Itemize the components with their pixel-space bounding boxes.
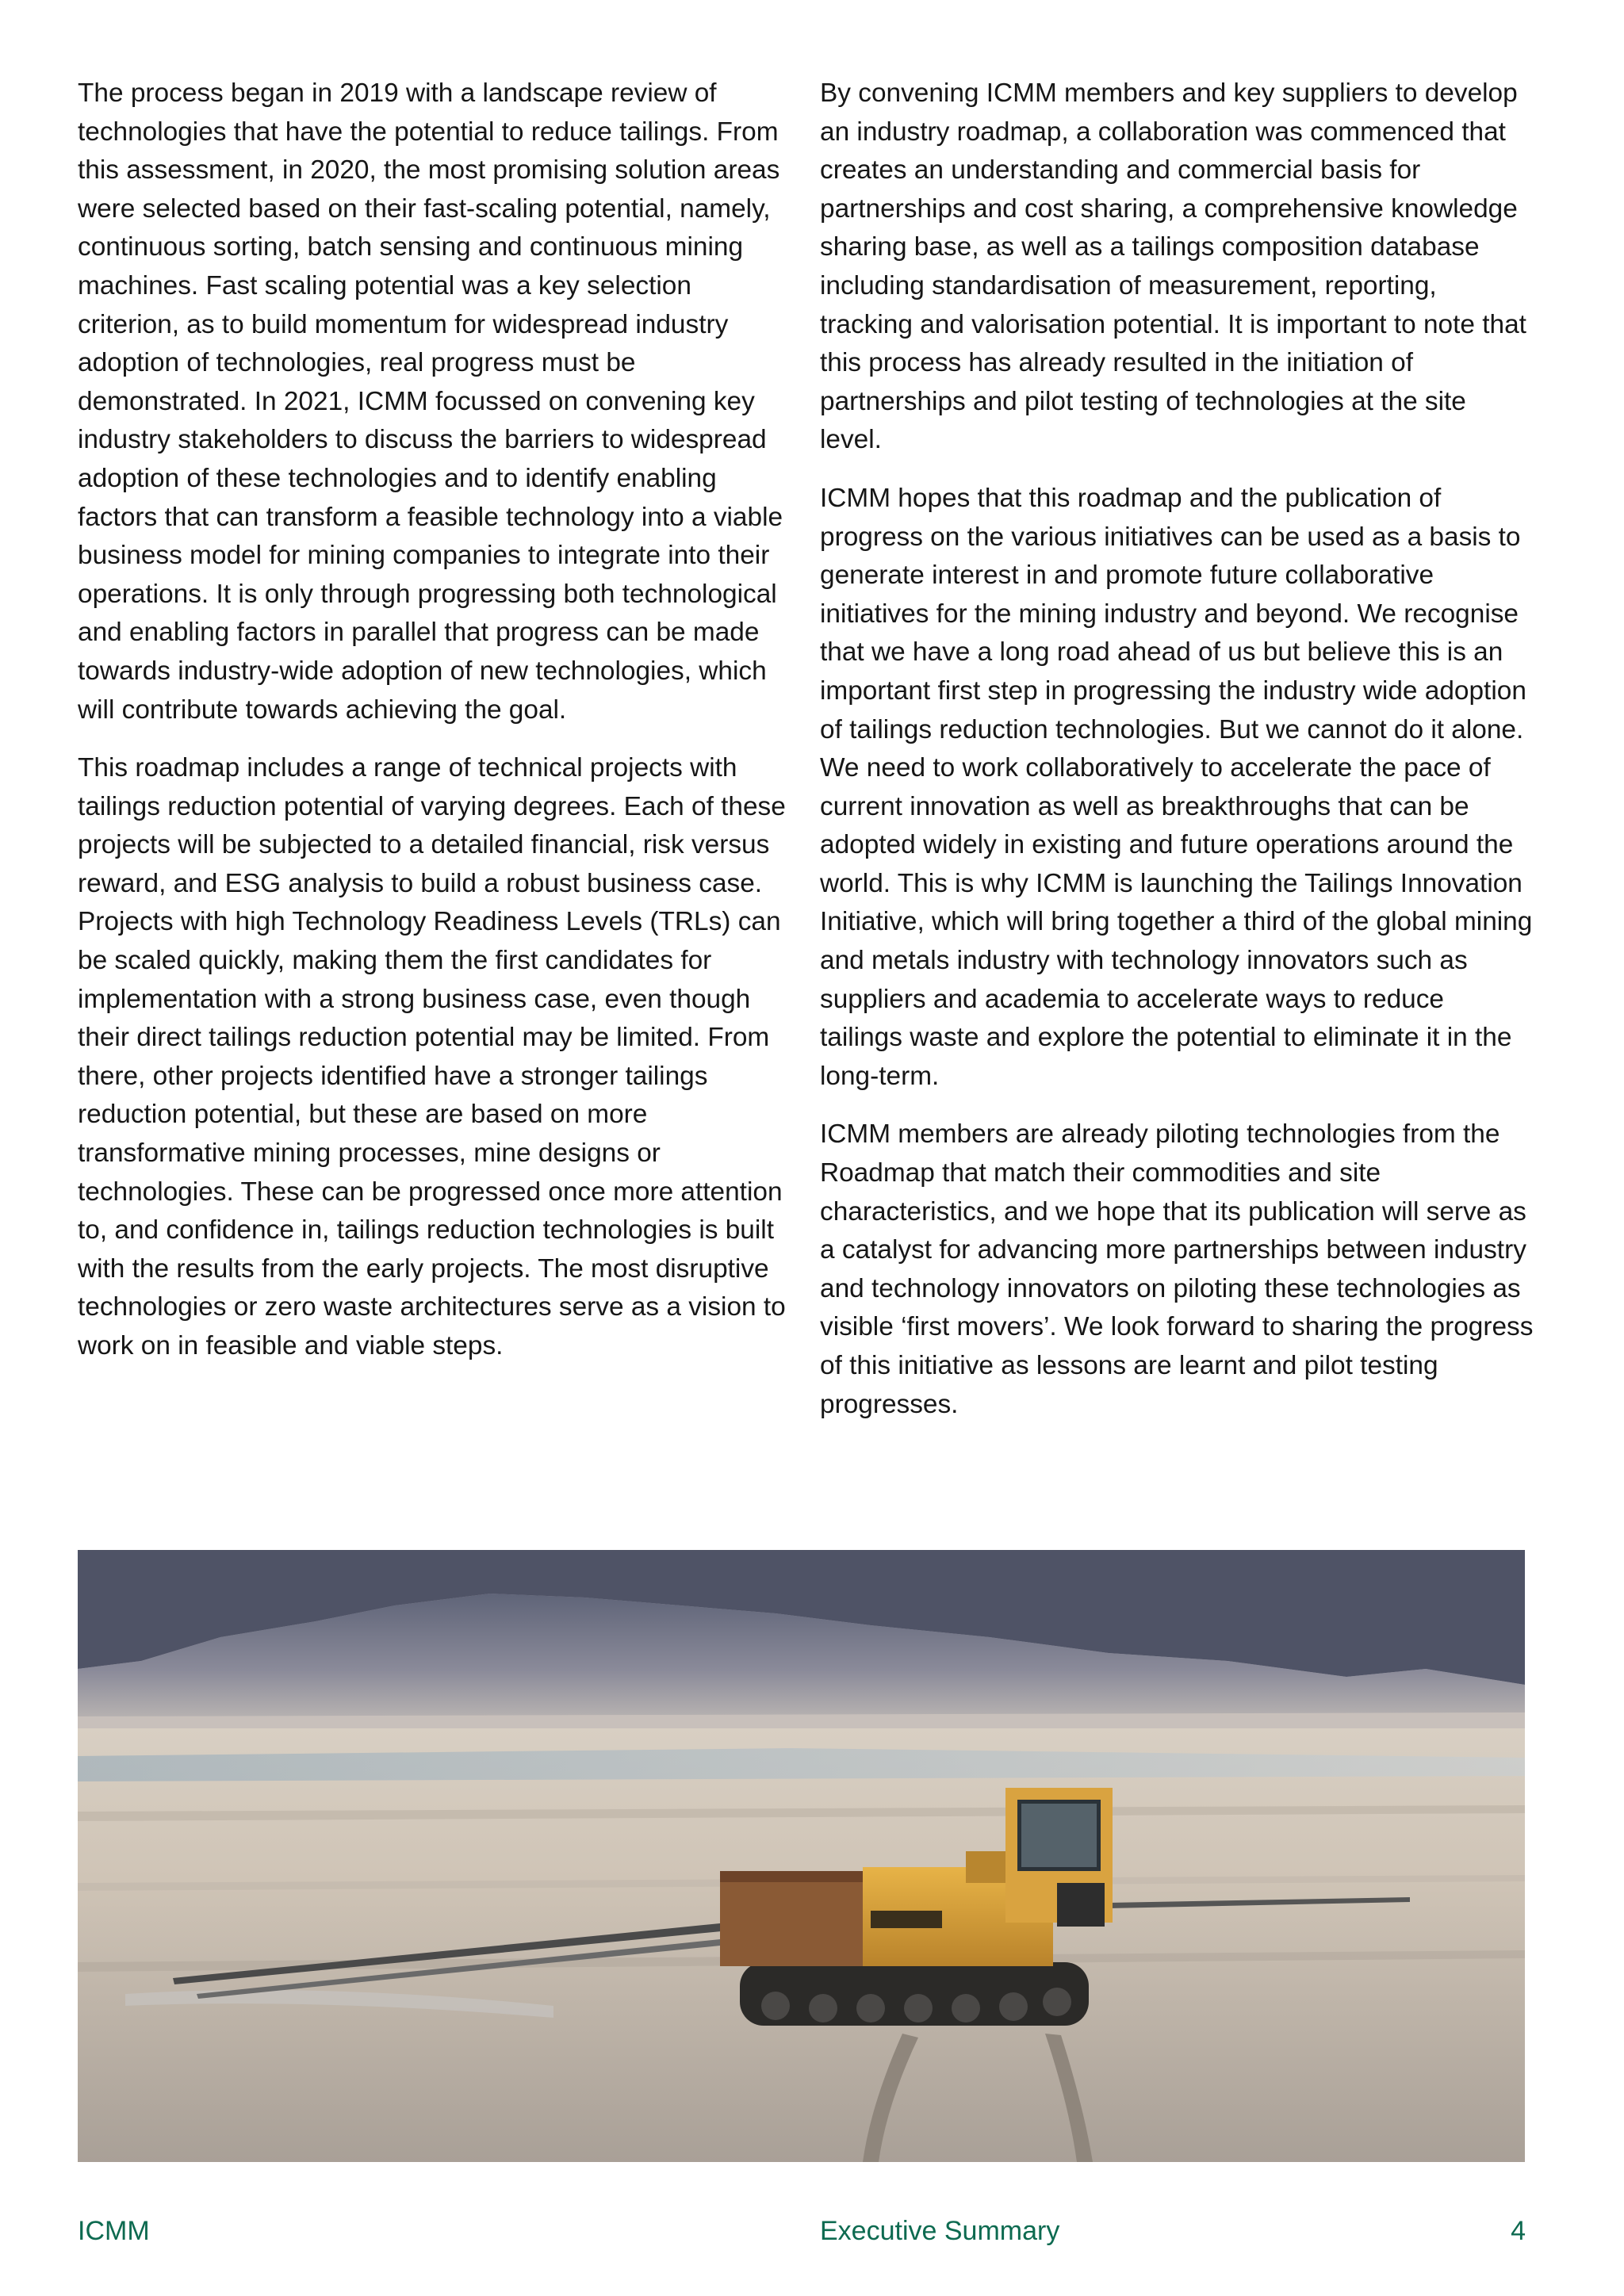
paragraph-members-piloting: ICMM members are already piloting technologies from the Roadmap that match their commodities and site characteristics, and we hope that its publication will serve as a catalyst for advancing more partnerships between industry and technology innovators on piloting these technologies as visible ‘first movers’. We look forward to sharing the progress of this initiative as lessons are learnt and pilot testing progresses. [820,1119,1534,1419]
tracked-vehicle-on-tailings-photo [78,1550,1525,2162]
footer-section-title: Executive Summary [820,2216,1060,2246]
page-number: 4 [1511,2216,1526,2246]
paragraph-industry-roadmap: By convening ICMM members and key suppliers to develop an industry roadmap, a collaboration was commenced that creates an understanding and commercial basis for partnerships and cost sharing, a comprehensive knowledge sharing base, as well as a tailings composition database including standardisation of measurement, reporting, tracking and valorisation potential. It is important to note that this process has already resulted in the initiation of partnerships and pilot testing of technologies at the site level. [820,78,1526,455]
paragraph-landscape-review: The process began in 2019 with a landscape review of technologies that have the potential to reduce tailings. From this assessment, in 2020, the most promising solution areas were selected based on their fast-scaling potential, namely, continuous sorting, batch sensing and continuous mining machines. Fast scaling potential was a key selection criterion, as to build momentum for widespread industry adoption of technologies, real progress must be demonstrated. In 2021, ICMM focussed on convening key industry stakeholders to discuss the barriers to widespread adoption of these technologies and to identify enabling factors that can transform a feasible technology into a viable business model for mining companies to integrate into their operations. It is only through progressing both technological and enabling factors in parallel that progress can be made towards industry-wide adoption of new technologies, which will contribute towards achieving the goal. [78,78,783,725]
paragraph-roadmap-projects: This roadmap includes a range of technical projects with tailings reduction potential of varying degrees. Each of these projects will be subjected to a detailed financial, risk versus reward, and ESG analysis to build a robust business case. Projects with high Technology Readiness Levels (TRLs) can be scaled quickly, making them the first candidates for implementation with a strong business case, even though their direct tailings reduction potential may be limited. From there, other projects identified have a stronger tailings reduction potential, but these are based on more transformative mining processes, mine designs or technologies. These can be progressed once more attention to, and confidence in, tailings reduction technologies is built with the results from the early projects. The most disruptive technologies or zero waste architectures serve as a vision to work on in feasible and viable steps. [78,753,786,1360]
right-text-column [820,75,1534,1444]
footer-org: ICMM [78,2216,150,2246]
left-text-column [78,75,790,1386]
paragraph-icmm-hopes: ICMM hopes that this roadmap and the publication of progress on the various initiatives can be used as a basis to generate interest in and promote future collaborative initiatives for the mining industry and beyond. We recognise that we have a long road ahead of us but believe this is an important first step in progressing the industry wide adoption of tailings reduction technologies. But we cannot do it alone. We need to work collaboratively to accelerate the pace of current innovation as well as breakthroughs that can be adopted widely in existing and future operations around the world. This is why ICMM is launching the Tailings Innovation Initiative, which will bring together a third of the global mining and metals industry with technology innovators such as suppliers and academia to accelerate ways to reduce tailings waste and explore the potential to eliminate it in the long-term. [820,483,1533,1091]
